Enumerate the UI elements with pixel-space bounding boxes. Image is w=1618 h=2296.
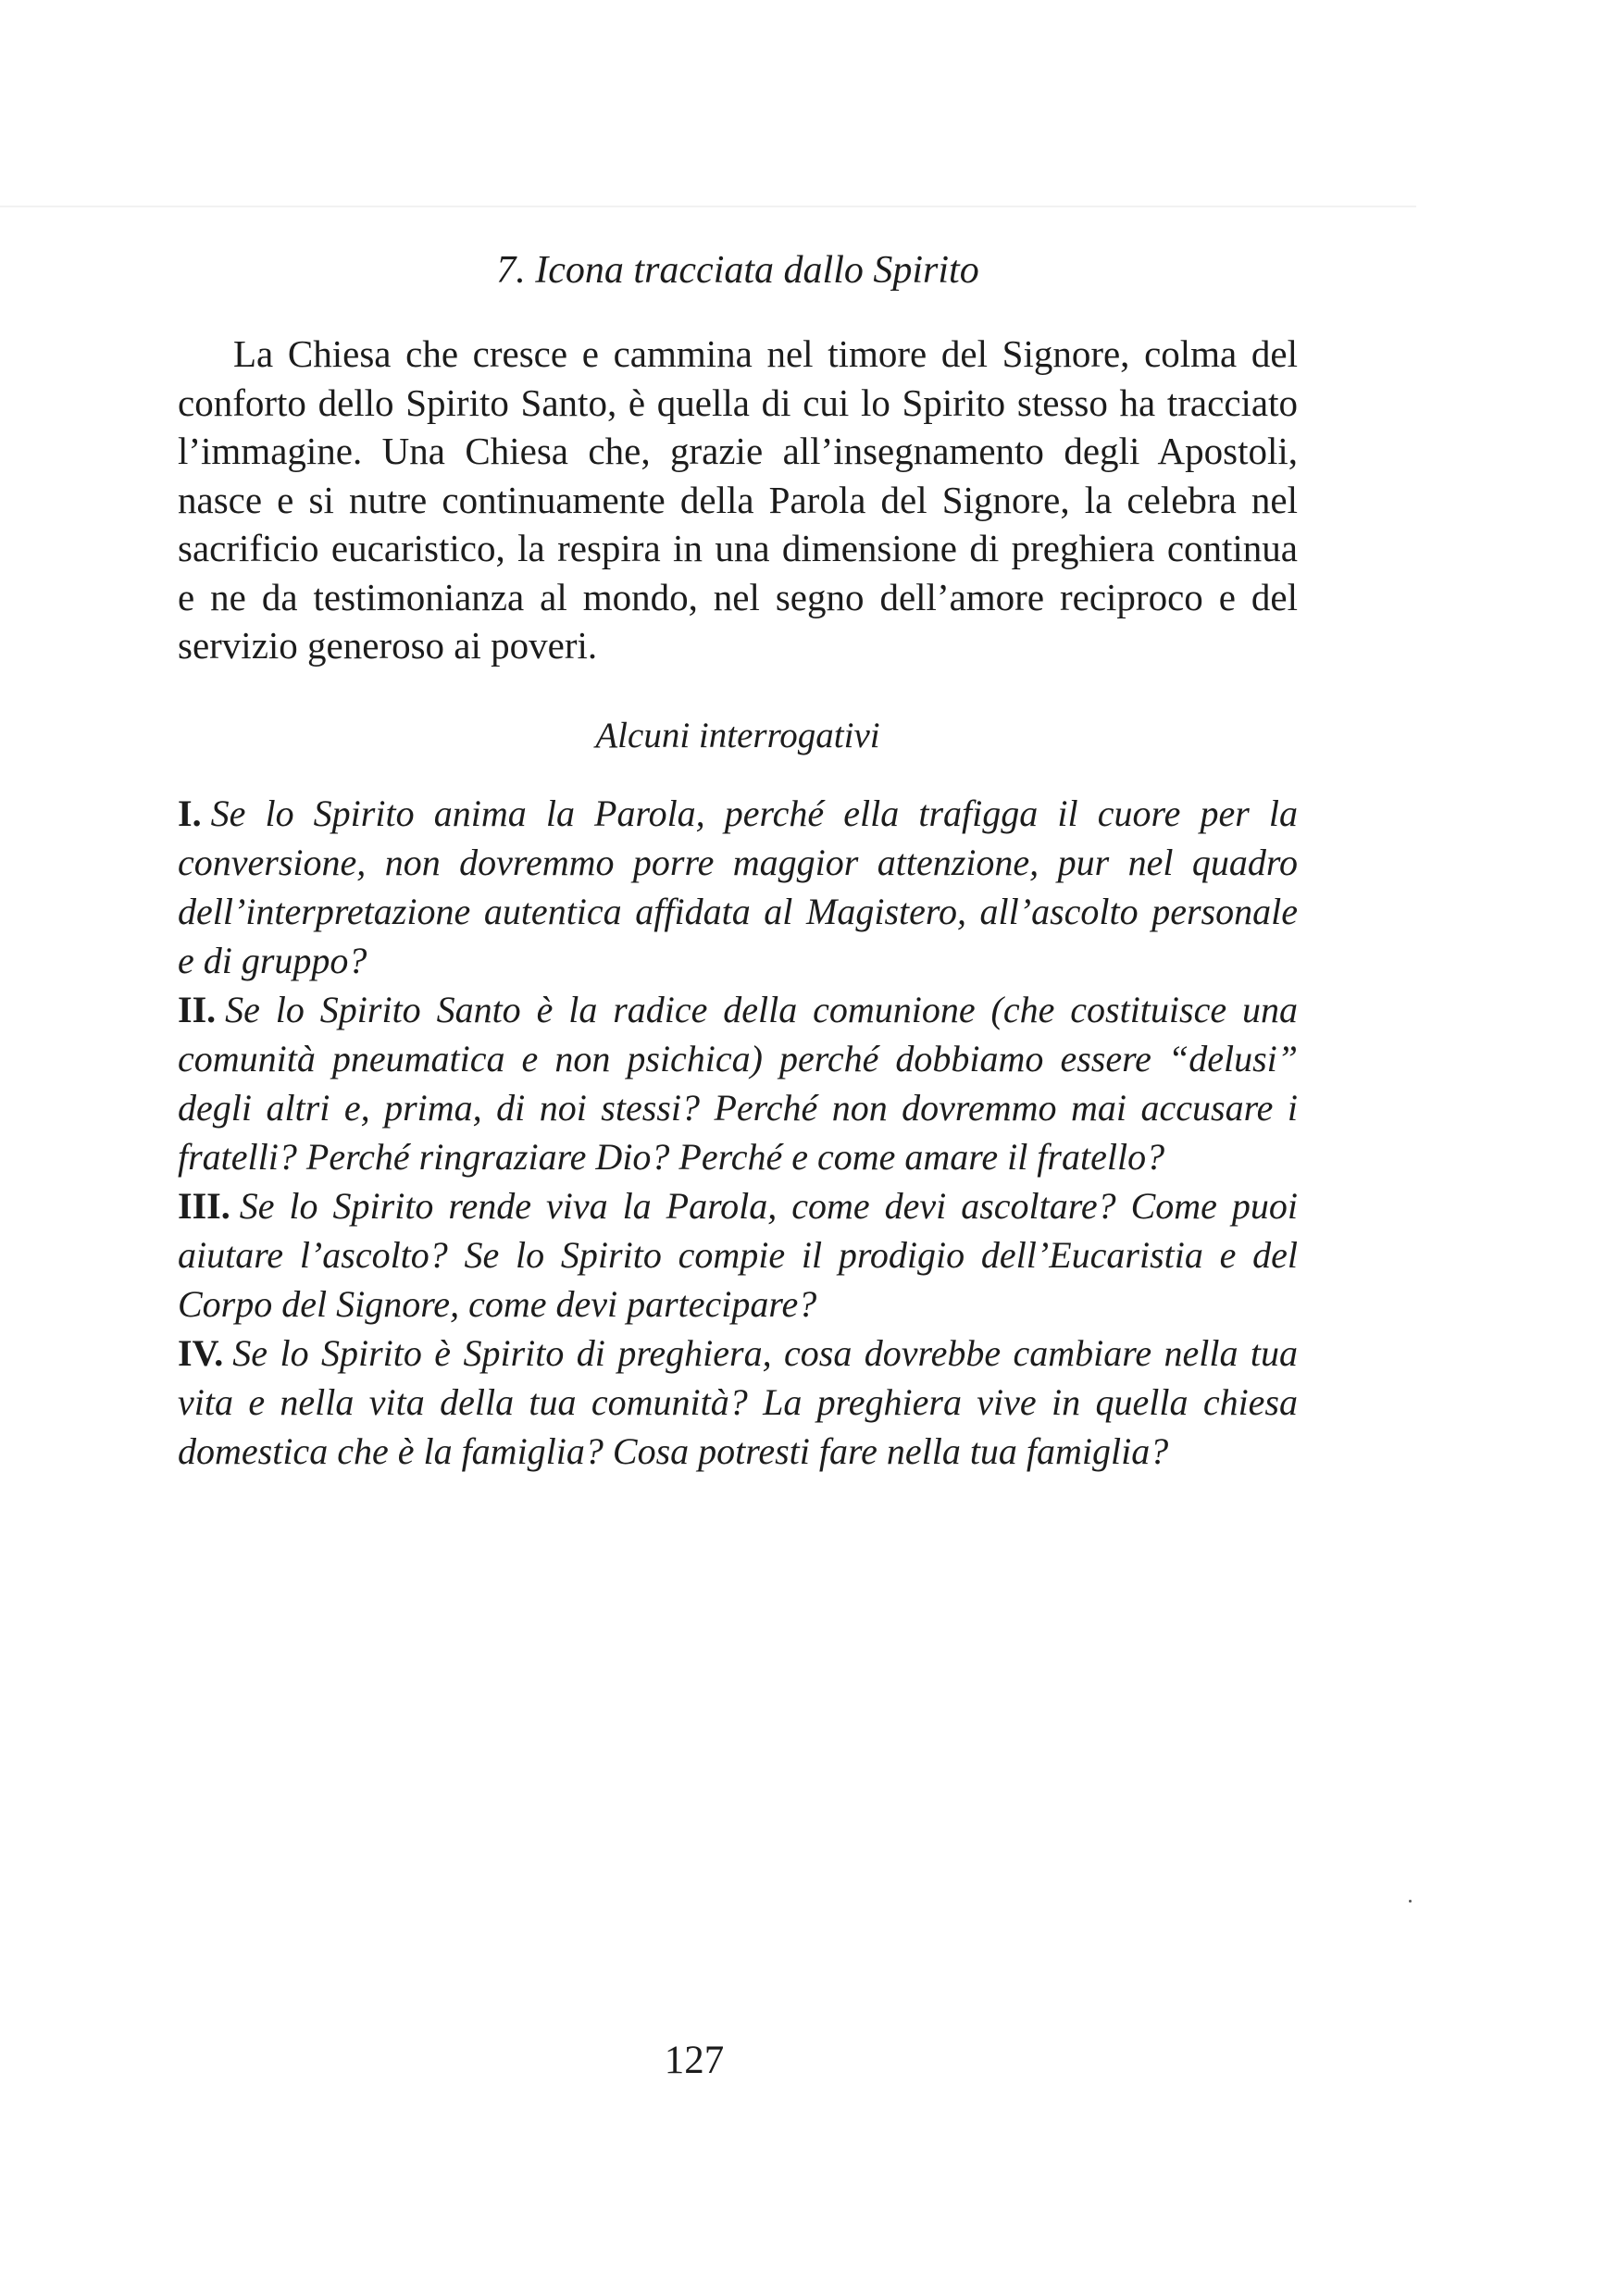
- intro-paragraph: La Chiesa che cresce e cammina nel timore del Signore, colma del conforto dello Spirito Santo, è quella di cui lo Spirito stesso ha tracciato l’immagine. Una Chiesa che, grazie all’insegnamento degli Apostoli, nasce e si nutre continuamente della Parola del Signore, la celebra nel sacrificio eucaristico, la respira in una dimensione di preghiera continua e ne da testimonianza al mondo, nel segno dell’amore reciproco e del servizio generoso ai poveri.: [178, 332, 1298, 667]
- question-number: IV.: [178, 1332, 224, 1374]
- questions-list: [178, 789, 1298, 1476]
- page-number: 127: [664, 2039, 725, 2082]
- section-title: 7. Icona tracciata dallo Spirito: [496, 249, 979, 292]
- question-text: Se lo Spirito è Spirito di preghiera, cosa dovrebbe cambiare nella tua vita e nella vita della tua comunità? La preghiera vive in quella chiesa domestica che è la famiglia? Cosa potresti fare nella tua famiglia?: [178, 1332, 1298, 1472]
- question-number: I.: [178, 792, 202, 834]
- question-number: III.: [178, 1185, 230, 1227]
- question-text: Se lo Spirito rende viva la Parola, come devi ascoltare? Come puoi aiutare l’ascolto? Se lo Spirito compie il prodigio dell’Eucaristia e del Corpo del Signore, come devi partecipare?: [178, 1185, 1298, 1325]
- scan-speck: [1409, 1900, 1412, 1903]
- question-number: II.: [178, 989, 217, 1030]
- question-text: Se lo Spirito anima la Parola, perché ella trafigga il cuore per la conversione, non dovremmo porre maggior attenzione, pur nel quadro dell’interpretazione autentica affidata al Magistero, all’ascolto personale e di gruppo?: [178, 792, 1298, 981]
- question-item: [178, 985, 1298, 1181]
- scan-edge-line: [0, 206, 1416, 207]
- question-item: [178, 789, 1298, 985]
- question-text: Se lo Spirito Santo è la radice della comunione (che costituisce una comunità pneumatica e non psichica) perché dobbiamo essere “delusi” degli altri e, prima, di noi stessi? Perché non dovremmo mai accusare i fratelli? Perché ringraziare Dio? Perché e come amare il fratello?: [178, 989, 1298, 1178]
- questions-heading: Alcuni interrogativi: [595, 716, 880, 755]
- question-item: [178, 1181, 1298, 1329]
- question-item: [178, 1329, 1298, 1476]
